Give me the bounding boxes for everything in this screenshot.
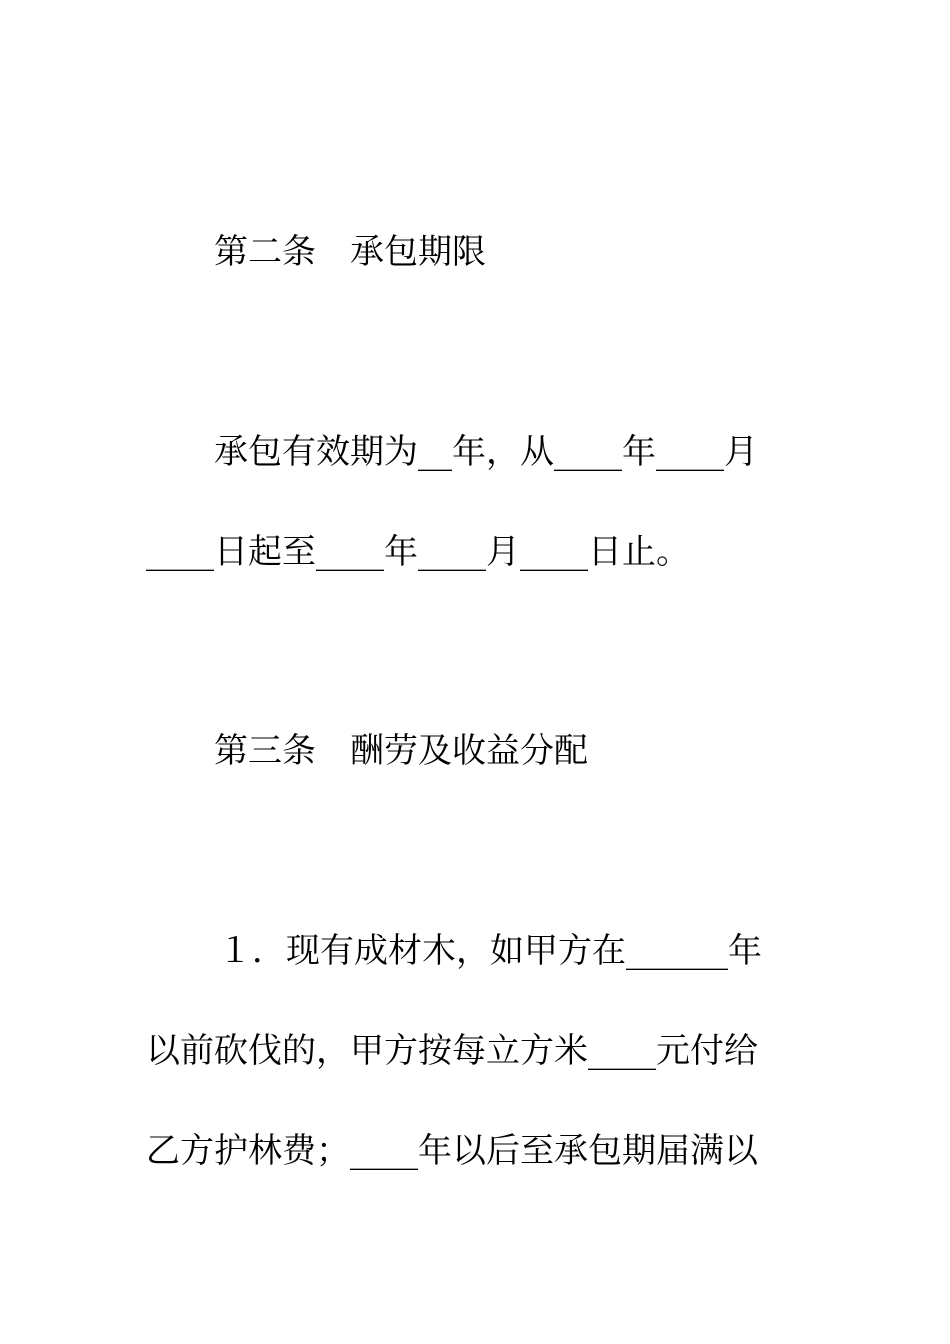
article-2-text-line-1: 承包有效期为__年，从____年____月 <box>214 432 758 472</box>
article-3-heading: 第三条 酬劳及收益分配 <box>214 731 588 771</box>
article-2-heading: 第二条 承包期限 <box>214 232 486 272</box>
article-3-text-line-1: １．现有成材木，如甲方在______年 <box>218 931 762 971</box>
article-2-text-line-2: ____日起至____年____月____日止。 <box>146 532 690 572</box>
article-3-text-line-2: 以前砍伐的，甲方按每立方米____元付给 <box>146 1031 758 1071</box>
article-3-text-line-3: 乙方护林费；____年以后至承包期届满以 <box>146 1131 758 1171</box>
